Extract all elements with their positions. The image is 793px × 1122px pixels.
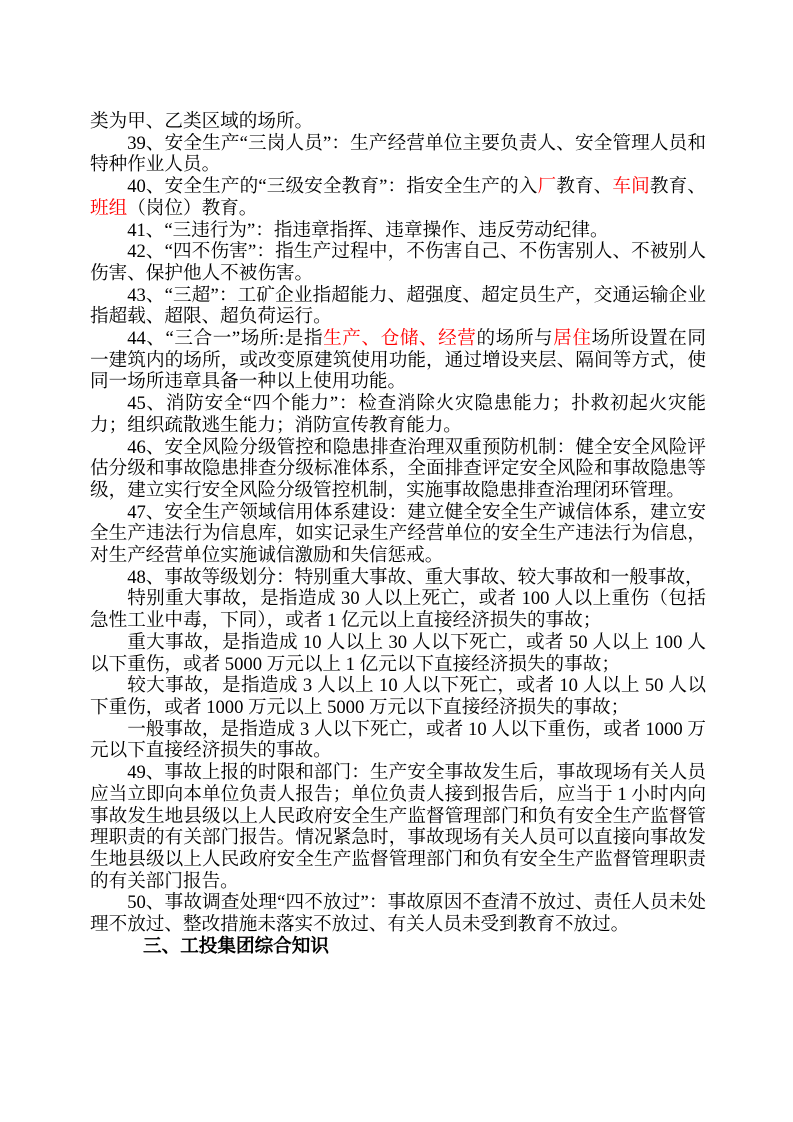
text-segment: 的场所与 <box>476 328 554 350</box>
paragraph-48-extra-major: 特别重大事故，是指造成 30 人以上死亡，或者 100 人以上重伤（包括急性工业中毒，下同），或者 1 亿元以上直接经济损失的事故； <box>90 588 706 632</box>
paragraph-40 <box>90 176 706 219</box>
paragraph-45: 45、消防安全“四个能力”：检查消除火灾隐患能力；扑救初起火灾能力；组织疏散逃生能力；消防宣传教育能力。 <box>90 393 706 436</box>
paragraph-48-major: 重大事故，是指造成 10 人以上 30 人以下死亡，或者 50 人以上 100 人以下重伤，或者 5000 万元以上 1 亿元以下直接经济损失的事故； <box>90 631 706 675</box>
paragraph-48-large: 较大事故，是指造成 3 人以上 10 人以下死亡，或者 10 人以上 50 人以下重伤，或者 1000 万元以上 5000 万元以下直接经济损失的事故； <box>90 675 706 718</box>
paragraph-44 <box>90 328 706 393</box>
text-segment: （岗位）教育。 <box>127 197 258 219</box>
section-heading: 三、工投集团综合知识 <box>143 935 329 957</box>
text-segment: 场所设置在同一建筑内的场所，或改变原建筑使用功能，通过增设夹层、隔间等方式，使同一场所违章具备一种以上使用功能。 <box>90 328 706 393</box>
paragraph-42: 42、“四不伤害”：指生产过程中，不伤害自己、不伤害别人、不被别人伤害、保护他人不被伤害。 <box>90 241 706 284</box>
red-highlight: 生产、仓储、经营 <box>323 328 477 350</box>
paragraph-49: 49、事故上报的时限和部门：生产安全事故发生后，事故现场有关人员应当立即向本单位负责人报告；单位负责人接到报告后，应当于 1 小时内向事故发生地县级以上人民政府安全生产监督管理部门和负有安全生产监督管理职责的有关部门报告。情况紧急时，事故现场有关人员可以直接向事故发生地县级以上人民政府安全生产监督管理部门和负有安全生产监督管理职责的有关部门报告。 <box>90 762 706 892</box>
paragraph-50: 50、事故调查处理“四不放过”：事故原因不查清不放过、责任人员未处理不放过、整改措施未落实不放过、有关人员未受到教育不放过。 <box>90 892 706 936</box>
text-segment: 教育、 <box>556 176 613 198</box>
paragraph-39: 39、安全生产“三岗人员”：生产经营单位主要负责人、安全管理人员和特种作业人员。 <box>90 132 706 176</box>
paragraph-continuation: 类为甲、乙类区域的场所。 <box>90 111 314 132</box>
text-segment: 40、安全生产的“三级安全教育”：指安全生产的入 <box>127 176 538 198</box>
red-highlight: 居住 <box>553 328 592 350</box>
paragraph-48: 48、事故等级划分：特别重大事故、重大事故、较大事故和一般事故， <box>127 566 704 588</box>
red-highlight: 厂 <box>537 176 557 198</box>
red-highlight: 车间 <box>612 176 650 198</box>
paragraph-47: 47、安全生产领域信用体系建设：建立健全安全生产诚信体系，建立安全生产违法行为信息库，如实记录生产经营单位的安全生产违法行为信息，对生产经营单位实施诚信激励和失信惩戒。 <box>90 501 706 567</box>
text-segment: 教育、 <box>649 176 706 198</box>
document-body <box>90 111 706 957</box>
paragraph-41: 41、“三违行为”：指违章指挥、违章操作、违反劳动纪律。 <box>127 219 609 241</box>
paragraph-46: 46、安全风险分级管控和隐患排查治理双重预防机制：健全安全风险评估分级和事故隐患排查分级标准体系，全面排查评定安全风险和事故隐患等级，建立实行安全风险分级管控机制，实施事故隐患排查治理闭环管理。 <box>90 436 706 501</box>
text-segment: 44、“三合一”场所:是指 <box>127 328 324 350</box>
paragraph-43: 43、“三超”：工矿企业指超能力、超强度、超定员生产，交通运输企业指超载、超限、超负荷运行。 <box>90 284 706 328</box>
red-highlight: 班组 <box>90 197 128 219</box>
paragraph-48-general: 一般事故，是指造成 3 人以下死亡，或者 10 人以下重伤，或者 1000 万元以下直接经济损失的事故。 <box>90 718 706 762</box>
